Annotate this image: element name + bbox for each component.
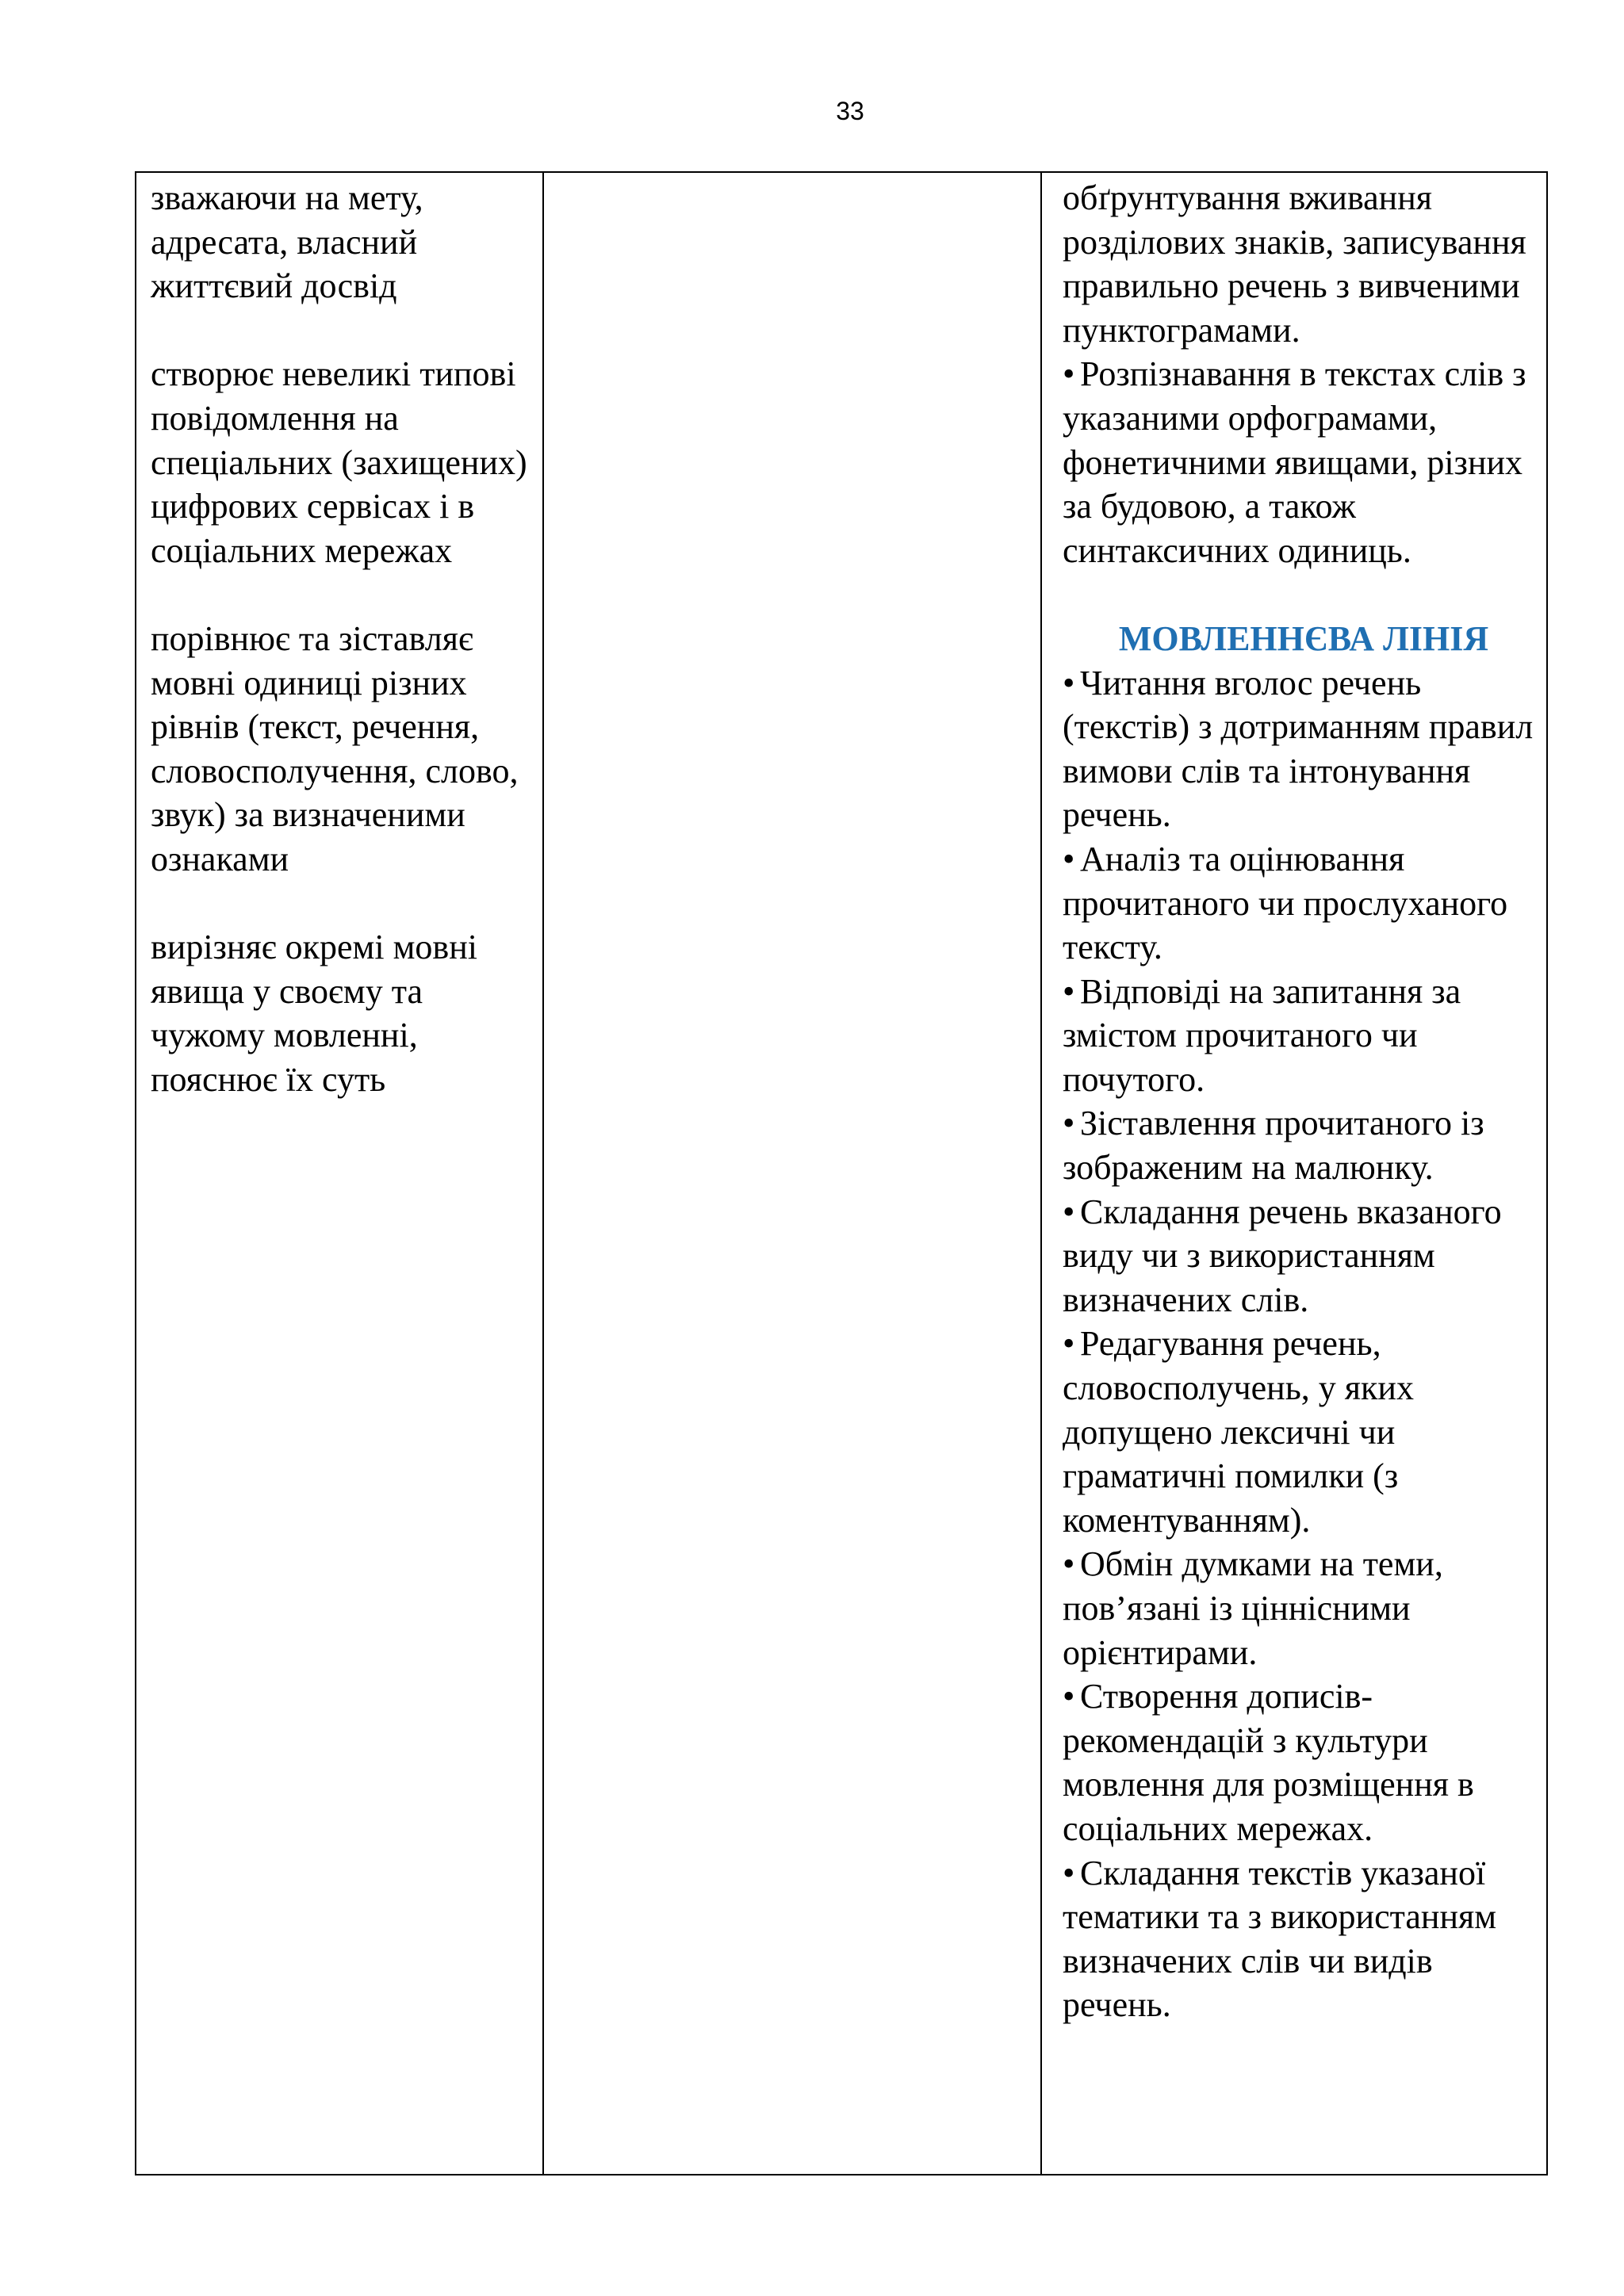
bullet-item: • Створення дописів-рекомендацій з культури мовлення для розміщення в соціальних мережах. [1063,1674,1545,1850]
bullet-item: • Аналіз та оцінювання прочитаного чи прослуханого тексту. [1063,837,1545,970]
bullet-item: • Відповіді на запитання за змістом прочитаного чи почутого. [1063,970,1545,1102]
bullet-marker: • [1063,1853,1075,1892]
bullet-marker: • [1063,1104,1075,1143]
section-heading: МОВЛЕННЄВА ЛІНІЯ [1118,618,1489,658]
bullet-marker: • [1063,1324,1075,1364]
right-bullet-item: • Розпізнавання в текстах слів з указаними орфограмами, фонетичними явищами, різних за будовою, а також синтаксичних одиниць. [1063,352,1545,572]
column-divider-1 [542,173,544,2174]
bullet-marker: • [1063,663,1075,702]
bullet-marker: • [1063,839,1075,878]
left-paragraph-3: порівнює та зіставляє мовні одиниці різних рівнів (текст, речення, словосполучення, слово, звук) за визначеними ознаками [151,618,519,878]
content-table [135,171,1548,2175]
bullet-item: • Редагування речень, словосполучень, у яких допущено лексичні чи граматичні помилки (з коментуванням). [1063,1322,1545,1542]
column-divider-2 [1040,173,1042,2174]
bullet-item: • Читання вголос речень (текстів) з дотриманням правил вимови слів та інтонування речень. [1063,661,1545,837]
bullet-marker: • [1063,1544,1075,1584]
bullet-marker: • [1063,1677,1075,1716]
left-paragraph-1: зважаючи на мету, адресата, власний життєвий досвід [151,178,423,306]
page-number: 33 [836,97,864,125]
bullet-item: • Зіставлення прочитаного із зображеним на малюнку. [1063,1101,1545,1189]
bullet-marker: • [1063,1192,1075,1231]
bullet-marker: • [1063,354,1075,394]
bullet-item: • Складання речень вказаного виду чи з використанням визначених слів. [1063,1190,1545,1322]
left-paragraph-2: створює невеликі типові повідомлення на спеціальних (захищених) цифрових сервісах і в соціальних мережах [151,354,527,570]
left-paragraph-4: вирізняє окремі мовні явища у своєму та чужому мовленні, пояснює їх суть [151,928,477,1099]
bullet-item: • Складання текстів указаної тематики та з використанням визначених слів чи видів речень. [1063,1851,1545,2027]
right-column-cell [1063,176,1545,2027]
right-intro-text: обґрунтування вживання розділових знаків, записування правильно речень з вивченими пунктограмами. [1063,178,1526,350]
bullet-item: • Обмін думками на теми, пов’язані із ціннісними орієнтирами. [1063,1542,1545,1674]
bullet-marker: • [1063,971,1075,1011]
left-column-cell [151,176,539,1101]
